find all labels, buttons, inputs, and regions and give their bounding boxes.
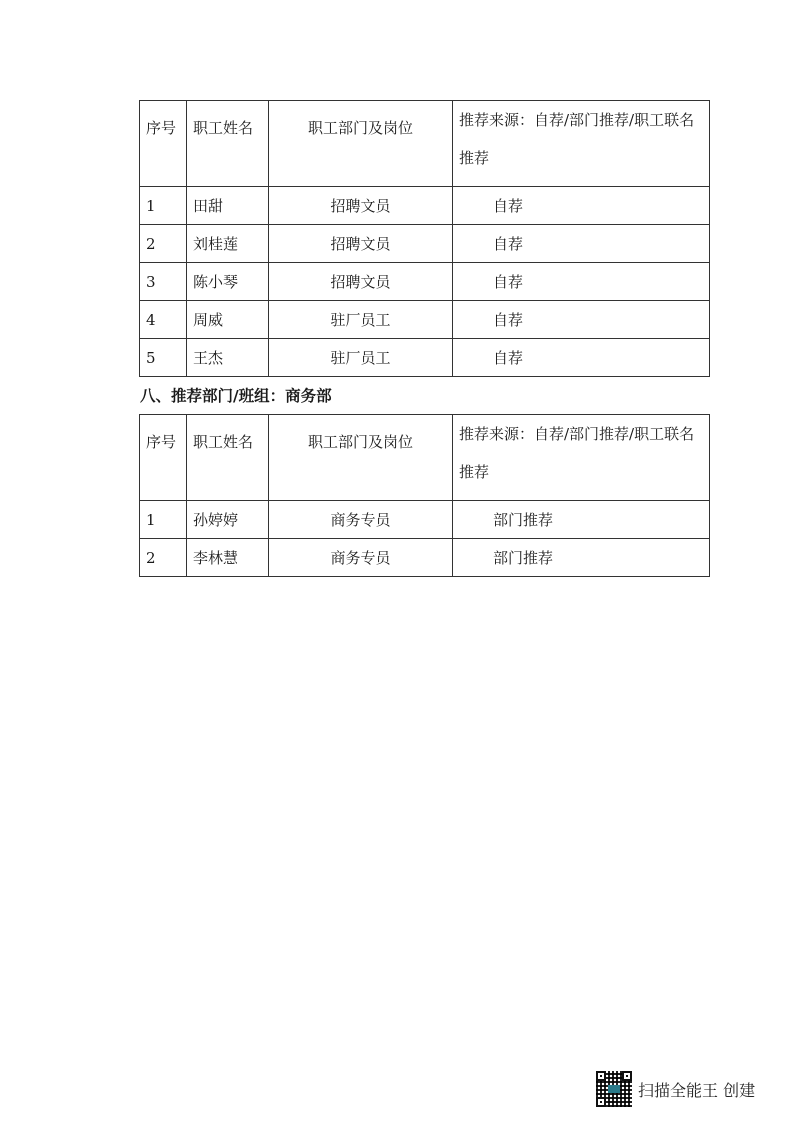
cell-no: 2 bbox=[140, 225, 187, 263]
table-header-row bbox=[140, 101, 710, 187]
table-row bbox=[140, 225, 710, 263]
cell-name: 陈小琴 bbox=[187, 263, 269, 301]
cell-no: 3 bbox=[140, 263, 187, 301]
cell-name: 李林慧 bbox=[187, 539, 269, 577]
cell-name: 田甜 bbox=[187, 187, 269, 225]
cell-no: 1 bbox=[140, 187, 187, 225]
cell-source: 部门推荐 bbox=[453, 539, 710, 577]
table-header-row bbox=[140, 415, 710, 501]
table-row bbox=[140, 187, 710, 225]
cell-source: 自荐 bbox=[453, 301, 710, 339]
table-row bbox=[140, 501, 710, 539]
cell-source: 自荐 bbox=[453, 187, 710, 225]
watermark-text: 扫描全能王 创建 bbox=[638, 1080, 756, 1100]
header-position: 职工部门及岗位 bbox=[269, 415, 453, 501]
section-title: 八、推荐部门/班组：商务部 bbox=[140, 387, 332, 405]
cell-position: 招聘文员 bbox=[269, 187, 453, 225]
header-name: 职工姓名 bbox=[187, 415, 269, 501]
table-row bbox=[140, 301, 710, 339]
cell-no: 4 bbox=[140, 301, 187, 339]
cell-name: 周威 bbox=[187, 301, 269, 339]
cell-position: 商务专员 bbox=[269, 501, 453, 539]
header-no: 序号 bbox=[140, 415, 187, 501]
cell-position: 驻厂员工 bbox=[269, 339, 453, 377]
recommendation-table-2 bbox=[139, 414, 710, 577]
header-name: 职工姓名 bbox=[187, 101, 269, 187]
cell-source: 自荐 bbox=[453, 225, 710, 263]
header-position: 职工部门及岗位 bbox=[269, 101, 453, 187]
header-no: 序号 bbox=[140, 101, 187, 187]
cell-position: 驻厂员工 bbox=[269, 301, 453, 339]
scanner-watermark bbox=[596, 1071, 755, 1107]
qr-code-icon bbox=[596, 1071, 632, 1107]
cell-position: 招聘文员 bbox=[269, 225, 453, 263]
cell-name: 孙婷婷 bbox=[187, 501, 269, 539]
cell-source: 部门推荐 bbox=[453, 501, 710, 539]
cell-no: 5 bbox=[140, 339, 187, 377]
header-source: 推荐来源：自荐/部门推荐/职工联名推荐 bbox=[453, 101, 710, 187]
header-source: 推荐来源：自荐/部门推荐/职工联名推荐 bbox=[453, 415, 710, 501]
cell-name: 刘桂莲 bbox=[187, 225, 269, 263]
cell-source: 自荐 bbox=[453, 339, 710, 377]
cell-no: 2 bbox=[140, 539, 187, 577]
cell-no: 1 bbox=[140, 501, 187, 539]
recommendation-table-1 bbox=[139, 100, 710, 377]
cell-source: 自荐 bbox=[453, 263, 710, 301]
cell-position: 招聘文员 bbox=[269, 263, 453, 301]
table-row bbox=[140, 339, 710, 377]
cell-name: 王杰 bbox=[187, 339, 269, 377]
table-row bbox=[140, 263, 710, 301]
table-row bbox=[140, 539, 710, 577]
cell-position: 商务专员 bbox=[269, 539, 453, 577]
